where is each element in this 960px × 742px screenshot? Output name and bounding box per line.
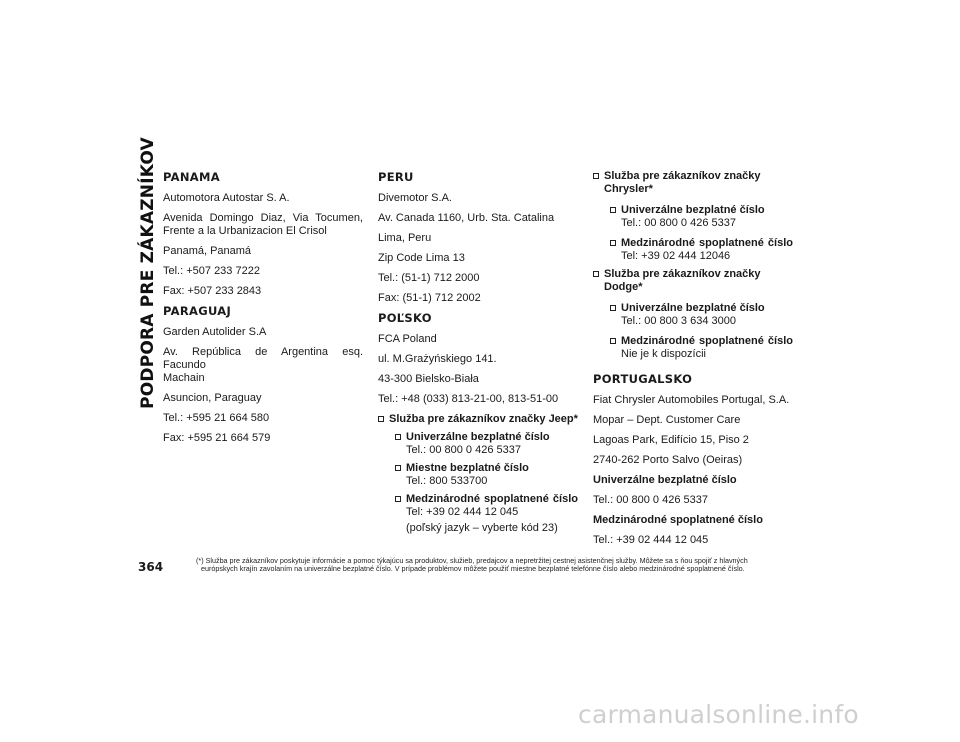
heading-panama: PANAMA xyxy=(163,170,220,184)
portugalsko-tel-universal: Tel.: 00 800 0 426 5337 xyxy=(593,494,708,506)
paraguaj-tel: Tel.: +595 21 664 580 xyxy=(163,412,270,424)
portugalsko-park: Lagoas Park, Edifício 15, Piso 2 xyxy=(593,434,749,446)
checkbox-square-icon xyxy=(593,271,599,277)
checkbox-square-icon xyxy=(610,305,616,311)
jeep-universal-item: Univerzálne bezplatné číslo Tel.: 00 800 0 426 5337 xyxy=(395,431,578,457)
sidebar-title xyxy=(136,137,160,409)
footnote xyxy=(196,557,796,573)
column-2 xyxy=(378,168,578,540)
portugalsko-label-universal: Univerzálne bezplatné číslo xyxy=(593,474,737,486)
heading-polsko: POĽSKO xyxy=(378,311,432,325)
checkbox-square-icon xyxy=(395,496,401,502)
paraguaj-address: Av. República de Argentina esq. Facundo Machain xyxy=(163,346,363,384)
peru-zip: Zip Code Lima 13 xyxy=(378,252,465,264)
checkbox-square-icon xyxy=(610,338,616,344)
portugalsko-name: Fiat Chrysler Automobiles Portugal, S.A. xyxy=(593,394,790,406)
checkbox-square-icon xyxy=(378,416,384,422)
chrysler-service-item: Služba pre zákazníkov značky Chrysler* xyxy=(593,170,793,196)
peru-fax: Fax: (51-1) 712 2002 xyxy=(378,292,481,304)
polsko-tel: Tel.: +48 (033) 813-21-00, 813-51-00 xyxy=(378,393,559,405)
footnote-line-1: (*) Služba pre zákazníkov poskytuje informácie a pomoc týkajúcu sa produktov, služieb, predajcov a nepretržitej cestnej asistenčnej služby. Môžete sa s ňou spojiť z hlavných xyxy=(196,556,748,565)
checkbox-square-icon xyxy=(395,465,401,471)
jeep-local-item: Miestne bezplatné číslo Tel.: 800 533700 xyxy=(395,462,578,488)
panama-address: Avenida Domingo Diaz, Via Tocumen, Frente a la Urbanizacion El Crisol xyxy=(163,212,363,237)
paraguaj-city: Asuncion, Paraguay xyxy=(163,392,262,404)
heading-peru: PERU xyxy=(378,170,414,184)
dodge-service-item: Služba pre zákazníkov značky Dodge* xyxy=(593,268,793,294)
polsko-street: ul. M.Grażyńskiego 141. xyxy=(378,353,497,365)
peru-name: Divemotor S.A. xyxy=(378,192,452,204)
column-3 xyxy=(593,168,793,554)
polsko-city: 43-300 Bielsko-Biała xyxy=(378,373,479,385)
panama-name: Automotora Autostar S. A. xyxy=(163,192,290,204)
jeep-service-item: Služba pre zákazníkov značky Jeep* xyxy=(378,413,578,426)
column-1 xyxy=(163,168,363,452)
portugalsko-tel-international: Tel.: +39 02 444 12 045 xyxy=(593,534,709,546)
footnote-line-2: európskych krajín zavolaním na univerzálne bezplatné číslo. V prípade problémov môžete použiť miestne bezplatné telefónne číslo alebo medzinárodné spoplatnené číslo. xyxy=(201,564,745,573)
jeep-international-item: Medzinárodné spoplatnené číslo Tel: +39 02 444 12 045 (poľský jazyk – vyberte kód 23) xyxy=(395,493,578,535)
portugalsko-city: 2740-262 Porto Salvo (Oeiras) xyxy=(593,454,743,466)
dodge-universal-item: Univerzálne bezplatné číslo Tel.: 00 800 3 634 3000 xyxy=(610,302,793,328)
chrysler-universal-item: Univerzálne bezplatné číslo Tel.: 00 800 0 426 5337 xyxy=(610,204,793,230)
portugalsko-dept: Mopar – Dept. Customer Care xyxy=(593,414,741,426)
dodge-international-item: Medzinárodné spoplatnené číslo Nie je k dispozícii xyxy=(610,335,793,361)
chrysler-international-item: Medzinárodné spoplatnené číslo Tel: +39 02 444 12046 xyxy=(610,237,793,263)
peru-city: Lima, Peru xyxy=(378,232,432,244)
checkbox-square-icon xyxy=(610,240,616,246)
heading-portugalsko: PORTUGALSKO xyxy=(593,372,693,386)
sidebar-title-text: PODPORA PRE ZÁKAZNÍKOV xyxy=(138,137,158,409)
peru-address: Av. Canada 1160, Urb. Sta. Catalina xyxy=(378,212,555,224)
peru-tel: Tel.: (51-1) 712 2000 xyxy=(378,272,480,284)
paraguaj-fax: Fax: +595 21 664 579 xyxy=(163,432,271,444)
paraguaj-name: Garden Autolider S.A xyxy=(163,326,267,338)
checkbox-square-icon xyxy=(610,207,616,213)
checkbox-square-icon xyxy=(593,173,599,179)
checkbox-square-icon xyxy=(395,434,401,440)
panama-tel: Tel.: +507 233 7222 xyxy=(163,265,260,277)
portugalsko-label-international: Medzinárodné spoplatnené číslo xyxy=(593,514,763,526)
polsko-name: FCA Poland xyxy=(378,333,437,345)
panama-fax: Fax: +507 233 2843 xyxy=(163,285,262,297)
page-number: 364 xyxy=(138,560,164,574)
heading-paraguaj: PARAGUAJ xyxy=(163,304,232,318)
panama-city: Panamá, Panamá xyxy=(163,245,252,257)
watermark: carmanualsonline.info xyxy=(578,700,859,729)
